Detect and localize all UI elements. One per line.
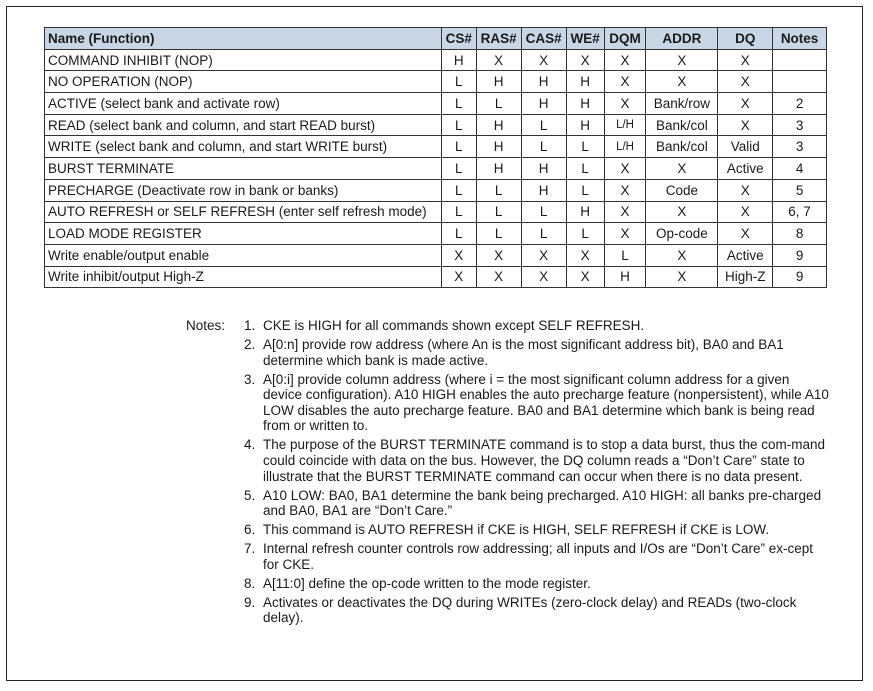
note-item [244, 522, 832, 538]
table-row [45, 114, 827, 136]
cell-cs: L [441, 136, 476, 158]
cell-dqm: X [604, 179, 646, 201]
cell-name: WRITE (select bank and column, and start WRITE burst) [45, 136, 442, 158]
cell-notes: 3 [773, 114, 827, 136]
header-notes: Notes [773, 28, 827, 50]
table-header-row [45, 28, 827, 50]
cell-cs: L [441, 114, 476, 136]
cell-cas: L [521, 136, 566, 158]
command-truth-table [44, 27, 827, 288]
note-item [244, 318, 832, 334]
cell-notes: 3 [773, 136, 827, 158]
cell-ras: X [476, 244, 521, 266]
cell-we: L [566, 223, 604, 245]
cell-name: LOAD MODE REGISTER [45, 223, 442, 245]
cell-addr: X [646, 244, 718, 266]
cell-addr: X [646, 201, 718, 223]
note-number: 2. [244, 336, 256, 352]
cell-we: L [566, 179, 604, 201]
cell-addr: X [646, 71, 718, 93]
cell-dq: X [718, 71, 773, 93]
cell-ras: L [476, 179, 521, 201]
cell-notes: 2 [773, 93, 827, 115]
cell-cs: X [441, 244, 476, 266]
cell-cas: L [521, 201, 566, 223]
cell-cs: L [441, 71, 476, 93]
header-ras: RAS# [476, 28, 521, 50]
table-row [45, 179, 827, 201]
cell-dqm: X [604, 93, 646, 115]
note-number: 1. [244, 318, 256, 333]
table-row [45, 93, 827, 115]
cell-dqm: H [604, 266, 646, 288]
cell-cas: H [521, 158, 566, 180]
note-text: The purpose of the BURST TERMINATE command is to stop a data burst, thus the com-mand could coincide with data on the bus. However, the DQ column reads a “Don’t Care” state to illustrate that the BURST TERMINATE command can occur when there is no data present. [263, 437, 825, 484]
cell-dqm: L/H [604, 114, 646, 136]
cell-dqm: X [604, 201, 646, 223]
cell-dqm: X [604, 158, 646, 180]
note-number: 4. [244, 437, 256, 453]
cell-name: PRECHARGE (Deactivate row in bank or banks) [45, 179, 442, 201]
cell-notes: 8 [773, 223, 827, 245]
cell-addr: Code [646, 179, 718, 201]
cell-we: X [566, 244, 604, 266]
cell-dqm: X [604, 71, 646, 93]
cell-dq: Valid [718, 136, 773, 158]
header-we: WE# [566, 28, 604, 50]
table-row [45, 223, 827, 245]
header-dq: DQ [718, 28, 773, 50]
cell-cas: H [521, 93, 566, 115]
cell-notes: 9 [773, 244, 827, 266]
table-row [45, 201, 827, 223]
cell-dq: High-Z [718, 266, 773, 288]
cell-cs: H [441, 49, 476, 71]
note-text: CKE is HIGH for all commands shown except SELF REFRESH. [263, 318, 645, 333]
cell-cs: L [441, 158, 476, 180]
cell-addr: Bank/col [646, 136, 718, 158]
cell-dqm: L [604, 244, 646, 266]
cell-cs: X [441, 266, 476, 288]
cell-cas: L [521, 223, 566, 245]
cell-cs: L [441, 93, 476, 115]
cell-we: L [566, 136, 604, 158]
cell-cas: X [521, 49, 566, 71]
cell-cs: L [441, 201, 476, 223]
cell-dq: X [718, 201, 773, 223]
cell-ras: H [476, 71, 521, 93]
cell-we: H [566, 201, 604, 223]
header-name-function: Name (Function) [45, 28, 442, 50]
note-item [244, 576, 832, 592]
cell-dq: Active [718, 158, 773, 180]
header-cs: CS# [441, 28, 476, 50]
note-number: 6. [244, 522, 256, 538]
note-number: 5. [244, 487, 256, 503]
cell-cas: X [521, 244, 566, 266]
note-item [244, 541, 832, 572]
cell-dq: X [718, 114, 773, 136]
note-number: 7. [244, 541, 256, 557]
note-text: A[0:i] provide column address (where i = the most significant column address for a given device configuration). A10 HIGH enables the auto precharge feature (nonpersistent), while A10 LOW disables the auto precharge feature. BA0 and BA1 determine which bank is being read from or written to. [263, 371, 829, 434]
cell-we: X [566, 266, 604, 288]
cell-addr: X [646, 266, 718, 288]
cell-addr: X [646, 49, 718, 71]
cell-ras: H [476, 114, 521, 136]
header-addr: ADDR [646, 28, 718, 50]
cell-name: BURST TERMINATE [45, 158, 442, 180]
note-text: A[0:n] provide row address (where An is the most significant address bit), BA0 and BA1 determine which bank is made active. [263, 336, 784, 368]
table-row [45, 244, 827, 266]
cell-dq: X [718, 93, 773, 115]
note-item [244, 437, 832, 484]
cell-dq: X [718, 179, 773, 201]
table-row [45, 71, 827, 93]
notes-list [244, 318, 832, 629]
cell-cs: L [441, 223, 476, 245]
header-cas: CAS# [521, 28, 566, 50]
cell-name: COMMAND INHIBIT (NOP) [45, 49, 442, 71]
table-row [45, 158, 827, 180]
cell-cas: H [521, 179, 566, 201]
header-dqm: DQM [604, 28, 646, 50]
cell-ras: X [476, 49, 521, 71]
cell-name: AUTO REFRESH or SELF REFRESH (enter self refresh mode) [45, 201, 442, 223]
cell-dq: X [718, 223, 773, 245]
table-row [45, 49, 827, 71]
cell-notes: 4 [773, 158, 827, 180]
cell-ras: L [476, 201, 521, 223]
cell-ras: H [476, 158, 521, 180]
cell-we: H [566, 114, 604, 136]
cell-we: H [566, 93, 604, 115]
cell-notes: 6, 7 [773, 201, 827, 223]
cell-notes: 9 [773, 266, 827, 288]
cell-ras: L [476, 93, 521, 115]
cell-name: Write inhibit/output High-Z [45, 266, 442, 288]
cell-dqm: X [604, 49, 646, 71]
note-text: This command is AUTO REFRESH if CKE is HIGH, SELF REFRESH if CKE is LOW. [263, 522, 770, 538]
cell-cas: X [521, 266, 566, 288]
cell-addr: Bank/col [646, 114, 718, 136]
cell-we: X [566, 49, 604, 71]
cell-addr: Bank/row [646, 93, 718, 115]
cell-notes: 5 [773, 179, 827, 201]
note-text: Internal refresh counter controls row addressing; all inputs and I/Os are “Don’t Care” ex-cept for CKE. [263, 541, 814, 572]
cell-cas: H [521, 71, 566, 93]
cell-ras: H [476, 136, 521, 158]
table-row [45, 266, 827, 288]
cell-addr: Op-code [646, 223, 718, 245]
cell-addr: X [646, 158, 718, 180]
cell-name: READ (select bank and column, and start READ burst) [45, 114, 442, 136]
note-item [244, 595, 832, 626]
notes-title: Notes: [186, 318, 226, 333]
note-text: A10 LOW: BA0, BA1 determine the bank being precharged. A10 HIGH: all banks pre-charged and BA0, BA1 are “Don’t Care.” [263, 487, 822, 519]
note-item [244, 372, 832, 434]
cell-cs: L [441, 179, 476, 201]
cell-dq: Active [718, 244, 773, 266]
cell-ras: L [476, 223, 521, 245]
note-number: 3. [244, 371, 256, 387]
table-row [45, 136, 827, 158]
note-text: Activates or deactivates the DQ during WRITEs (zero-clock delay) and READs (two-clock delay). [263, 594, 797, 626]
cell-name: ACTIVE (select bank and activate row) [45, 93, 442, 115]
cell-ras: X [476, 266, 521, 288]
cell-dqm: X [604, 223, 646, 245]
cell-dqm: L/H [604, 136, 646, 158]
note-number: 9. [244, 594, 256, 610]
note-text: A[11:0] define the op-code written to the mode register. [263, 575, 591, 591]
cell-dq: X [718, 49, 773, 71]
cell-cas: L [521, 114, 566, 136]
cell-we: H [566, 71, 604, 93]
note-number: 8. [244, 575, 256, 591]
cell-notes [773, 71, 827, 93]
note-item [244, 488, 832, 519]
cell-we: L [566, 158, 604, 180]
note-item [244, 337, 832, 368]
cell-name: NO OPERATION (NOP) [45, 71, 442, 93]
cell-name: Write enable/output enable [45, 244, 442, 266]
cell-notes [773, 49, 827, 71]
